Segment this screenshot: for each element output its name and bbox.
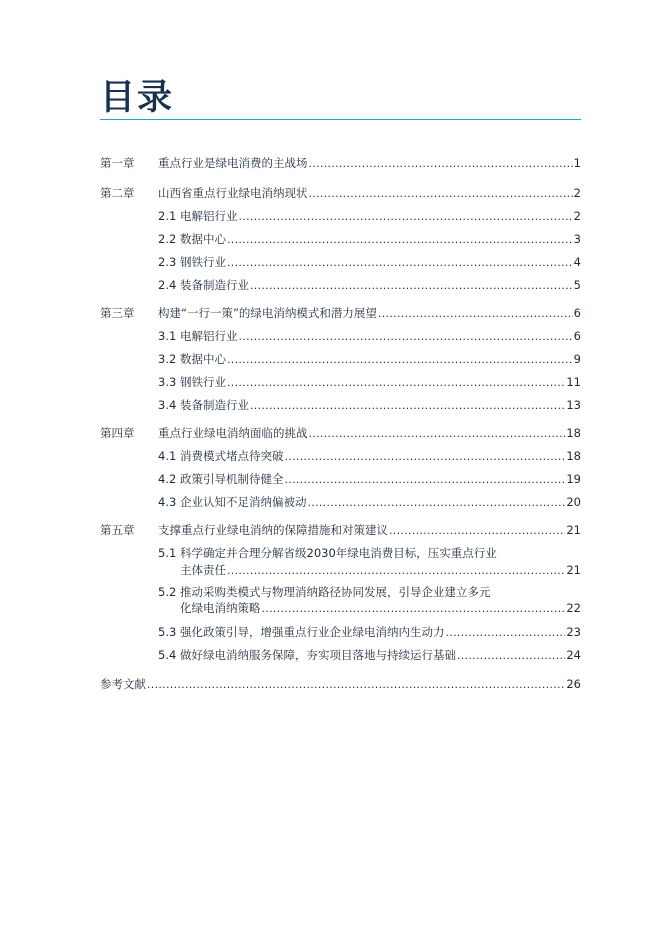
section-number: 3.3 xyxy=(158,375,177,389)
section-number: 5.3 xyxy=(158,625,177,639)
section-number: 5.1 xyxy=(158,546,177,560)
toc-section-2-3[interactable] xyxy=(158,254,581,271)
section-title: 数据中心 xyxy=(180,232,226,246)
section-title: 做好绿电消纳服务保障，夯实项目落地与持续运行基础 xyxy=(180,648,456,662)
dot-leader xyxy=(227,352,573,368)
dot-leader xyxy=(285,449,566,465)
dot-leader xyxy=(227,375,565,391)
section-title: 消费模式堵点待突破 xyxy=(180,449,284,463)
dot-leader xyxy=(309,426,566,442)
references-title: 参考文献 xyxy=(100,677,146,691)
page-number: 11 xyxy=(566,375,581,389)
page-number: 9 xyxy=(573,352,581,366)
dot-leader xyxy=(147,677,565,693)
section-title: 钢铁行业 xyxy=(180,255,226,269)
page-number: 3 xyxy=(573,232,581,246)
section-number: 2.4 xyxy=(158,278,177,292)
section-number: 4.2 xyxy=(158,472,177,486)
toc-chapter-1[interactable] xyxy=(100,155,581,172)
toc-section-2-2[interactable] xyxy=(158,231,581,248)
page-number: 2 xyxy=(573,209,581,223)
page-number: 20 xyxy=(566,495,581,509)
chapter-title: 山西省重点行业绿电消纳现状 xyxy=(158,186,308,200)
toc-section-5-1-first-line[interactable] xyxy=(158,545,497,561)
page-number: 26 xyxy=(566,677,581,691)
section-title: 政策引导机制待健全 xyxy=(180,472,284,486)
section-title: 电解铝行业 xyxy=(180,209,238,223)
dot-leader xyxy=(262,601,566,617)
page-number: 6 xyxy=(573,306,581,320)
section-title: 钢铁行业 xyxy=(180,375,226,389)
dot-leader xyxy=(250,278,573,294)
section-number: 3.2 xyxy=(158,352,177,366)
page-number: 18 xyxy=(566,449,581,463)
chapter-number: 第一章 xyxy=(100,156,135,170)
section-number: 5.4 xyxy=(158,648,177,662)
chapter-title: 重点行业绿电消纳面临的挑战 xyxy=(158,426,308,440)
page-number: 1 xyxy=(573,156,581,170)
chapter-title: 重点行业是绿电消费的主战场 xyxy=(158,156,308,170)
dot-leader xyxy=(250,398,565,414)
section-title: 数据中心 xyxy=(180,352,226,366)
dot-leader xyxy=(389,523,565,539)
toc-section-5-3[interactable] xyxy=(158,624,581,641)
dot-leader xyxy=(378,306,573,322)
page-number: 4 xyxy=(573,255,581,269)
toc-section-5-1-second-line[interactable] xyxy=(180,562,581,579)
page-number: 22 xyxy=(566,601,581,615)
toc-section-2-1[interactable] xyxy=(158,208,581,225)
section-title: 电解铝行业 xyxy=(180,329,238,343)
dot-leader xyxy=(227,232,573,248)
section-number: 2.3 xyxy=(158,255,177,269)
toc-section-3-2[interactable] xyxy=(158,351,581,368)
toc-section-4-2[interactable] xyxy=(158,471,581,488)
page-number: 24 xyxy=(566,648,581,662)
section-number: 3.4 xyxy=(158,398,177,412)
chapter-title: 支撑重点行业绿电消纳的保障措施和对策建议 xyxy=(158,523,388,537)
chapter-number: 第二章 xyxy=(100,186,135,200)
section-title: 强化政策引导，增强重点行业企业绿电消纳内生动力 xyxy=(180,625,445,639)
section-title: 装备制造行业 xyxy=(180,398,249,412)
dot-leader xyxy=(227,255,573,271)
page-number: 19 xyxy=(566,472,581,486)
dot-leader xyxy=(239,329,573,345)
section-number: 3.1 xyxy=(158,329,177,343)
dot-leader xyxy=(309,186,573,202)
toc-section-5-4[interactable] xyxy=(158,647,581,664)
section-title: 装备制造行业 xyxy=(180,278,249,292)
dot-leader xyxy=(227,563,565,579)
page-number: 23 xyxy=(566,625,581,639)
dot-leader xyxy=(457,648,565,664)
dot-leader xyxy=(308,495,566,511)
page-number: 13 xyxy=(566,398,581,412)
page-number: 18 xyxy=(566,426,581,440)
dot-leader xyxy=(446,625,566,641)
dot-leader xyxy=(285,472,566,488)
toc-section-4-1[interactable] xyxy=(158,448,581,465)
page-number: 21 xyxy=(566,563,581,577)
page-number: 5 xyxy=(573,278,581,292)
toc-section-2-4[interactable] xyxy=(158,277,581,294)
chapter-number: 第四章 xyxy=(100,426,135,440)
toc-section-5-2-second-line[interactable] xyxy=(180,600,581,617)
section-number: 4.1 xyxy=(158,449,177,463)
page-number: 2 xyxy=(573,186,581,200)
toc-chapter-5[interactable] xyxy=(100,522,581,539)
section-title-line-1: 科学确定并合理分解省级2030年绿电消费目标，压实重点行业 xyxy=(180,546,497,560)
section-title-line-1: 推动采购类模式与物理消纳路径协同发展，引导企业建立多元 xyxy=(180,585,491,599)
toc-chapter-3[interactable] xyxy=(100,305,581,322)
page-number: 6 xyxy=(573,329,581,343)
toc-section-5-2-first-line[interactable] xyxy=(158,584,491,600)
section-title: 企业认知不足消纳偏被动 xyxy=(180,495,307,509)
page-number: 21 xyxy=(566,523,581,537)
toc-section-3-3[interactable] xyxy=(158,374,581,391)
page-title: 目录 xyxy=(100,78,175,118)
section-number: 2.1 xyxy=(158,209,177,223)
section-number: 5.2 xyxy=(158,585,177,599)
chapter-number: 第五章 xyxy=(100,523,135,537)
dot-leader xyxy=(239,209,573,225)
toc-chapter-4[interactable] xyxy=(100,425,581,442)
chapter-title: 构建“一行一策”的绿电消纳模式和潜力展望 xyxy=(158,306,377,320)
toc-references[interactable] xyxy=(100,676,581,693)
toc-chapter-2[interactable] xyxy=(100,185,581,202)
section-number: 2.2 xyxy=(158,232,177,246)
section-title-line-2: 主体责任 xyxy=(180,563,226,577)
toc-section-3-1[interactable] xyxy=(158,328,581,345)
section-number: 4.3 xyxy=(158,495,177,509)
section-title-line-2: 化绿电消纳策略 xyxy=(180,601,261,615)
dot-leader xyxy=(309,156,573,172)
toc-section-3-4[interactable] xyxy=(158,397,581,414)
chapter-number: 第三章 xyxy=(100,306,135,320)
toc-section-4-3[interactable] xyxy=(158,494,581,511)
